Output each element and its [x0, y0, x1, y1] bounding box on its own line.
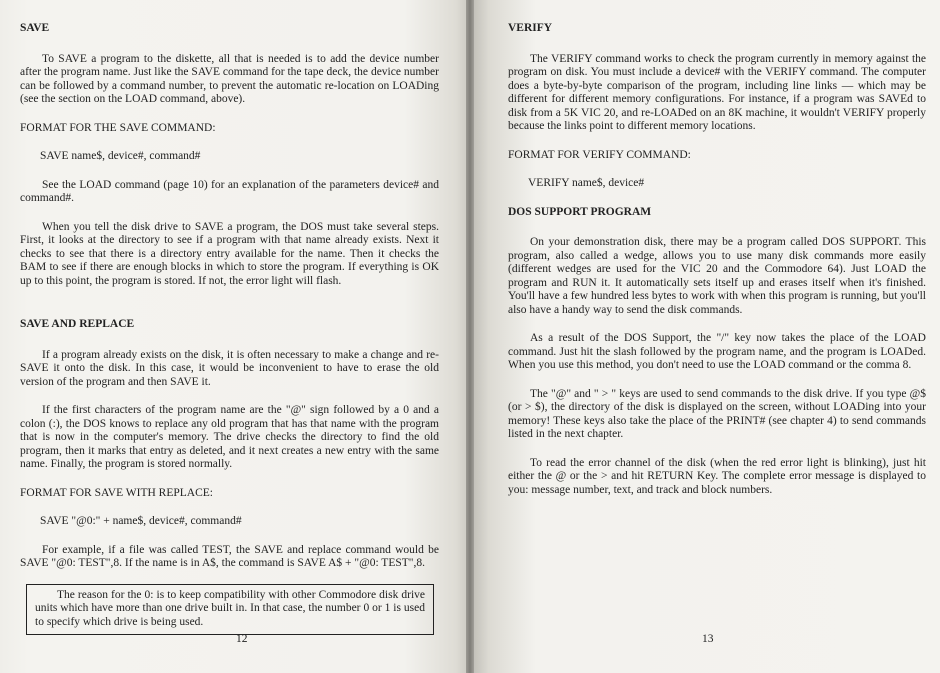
format-save-code: SAVE name$, device#, command#: [40, 150, 201, 162]
paragraph-replace-intro: If a program already exists on the disk, it is often necessary to make a change and re-SAVE it onto the disk. In this case, it would be inconvenient to have to erase the old version of the program and then SAVE it.: [20, 348, 439, 388]
paragraph-example: For example, if a file was called TEST, the SAVE and replace command would be SAVE "@0: TEST",8. If the name is in A$, the command is SAVE A$ + "@0: TEST",8.: [20, 543, 439, 569]
right-page-content: [508, 22, 926, 512]
paragraph-error-channel: To read the error channel of the disk (when the red error light is blinking), just hit either the @ or the > and hit RETURN Key. The complete error message is displayed to you: message number, text, and track and block numbers.: [508, 456, 926, 496]
paragraph-replace-detail: If the first characters of the program name are the "@" sign followed by a 0 and a colon (:), the DOS knows to replace any old program that has that name with the program that is now in the computer's memory. The drive checks the directory to find the old program, then it marks that entry as deleted, and it next creates a new entry with the same name. Finally, the program is stored normally.: [20, 404, 439, 470]
paragraph-slash-key: As a result of the DOS Support, the "/" key now takes the place of the LOAD command. Just hit the slash followed by the program name, and the program is LOADed. When you use this method, you don't need to use the LOAD command or the comma 8.: [508, 332, 926, 371]
note-box-text: The reason for the 0: is to keep compatibility with other Commodore disk drive units which have more than one drive built in. In that case, the number 0 or 1 is used to specify which drive is being used.: [35, 588, 425, 628]
left-page-content: [20, 22, 439, 635]
paragraph-verify-intro: The VERIFY command works to check the program currently in memory against the program on disk. You must include a device# with the VERIFY command. The computer does a byte-by-byte comparison of the program, including line links — which may be different for different memory configurations. For instance, if a program was SAVEd to disk from a 5K VIC 20, and re-LOADed on an 8K machine, it wouldn't VERIFY properly because the links point to different memory locations.: [508, 52, 926, 132]
format-replace-code: SAVE "@0:" + name$, device#, command#: [40, 515, 242, 527]
page-number-left: 12: [236, 633, 248, 645]
heading-save-replace: SAVE AND REPLACE: [20, 318, 135, 330]
format-verify-label: FORMAT FOR VERIFY COMMAND:: [508, 148, 691, 161]
format-verify-code: VERIFY name$, device#: [528, 177, 645, 189]
format-save-label: FORMAT FOR THE SAVE COMMAND:: [20, 121, 216, 134]
paragraph-save-steps: When you tell the disk drive to SAVE a program, the DOS must take several steps. First, it looks at the directory to see if a program with that name already exists. Next it checks to see that there is a directory entry available for the name. Then it checks the BAM to see if there are enough blocks in which to store the program. If everything is OK up to this point, the program is stored. If not, the error light will flash.: [20, 220, 439, 287]
right-page: [470, 0, 940, 673]
heading-dos-support: DOS SUPPORT PROGRAM: [508, 205, 652, 218]
page-number-right: 13: [702, 633, 714, 645]
paragraph-save-intro: To SAVE a program to the diskette, all that is needed is to add the device number after the program name. Just like the SAVE command for the tape deck, the device number can be followed by a command number, to prevent the automatic re-location on LOADing (see the section on the LOAD command, above).: [20, 52, 439, 105]
paragraph-see-load: See the LOAD command (page 10) for an explanation of the parameters device# and command#.: [20, 178, 439, 204]
heading-verify: VERIFY: [508, 22, 553, 34]
heading-save: SAVE: [20, 22, 50, 34]
book-gutter: [466, 0, 474, 673]
paragraph-at-keys: The "@" and " > " keys are used to send commands to the disk drive. If you type @$ (or > $), the directory of the disk is displayed on the screen, without LOADing into your memory! These keys also take the place of the PRINT# (see chapter 4) to send commands listed in the next chapter.: [508, 387, 926, 440]
paragraph-dos-intro: On your demonstration disk, there may be a program called DOS SUPPORT. This program, also called a wedge, allows you to use many disk commands more easily (different wedges are used for the VIC 20 and the Commodore 64). Just LOAD the program and RUN it. It automatically sets itself up and erases itself when it's finished. You'll have a few hundred less bytes to work with when this program is running, but you'll also have a handy way to send the disk commands.: [508, 236, 926, 316]
format-replace-label: FORMAT FOR SAVE WITH REPLACE:: [20, 486, 213, 499]
note-box: [26, 584, 434, 636]
